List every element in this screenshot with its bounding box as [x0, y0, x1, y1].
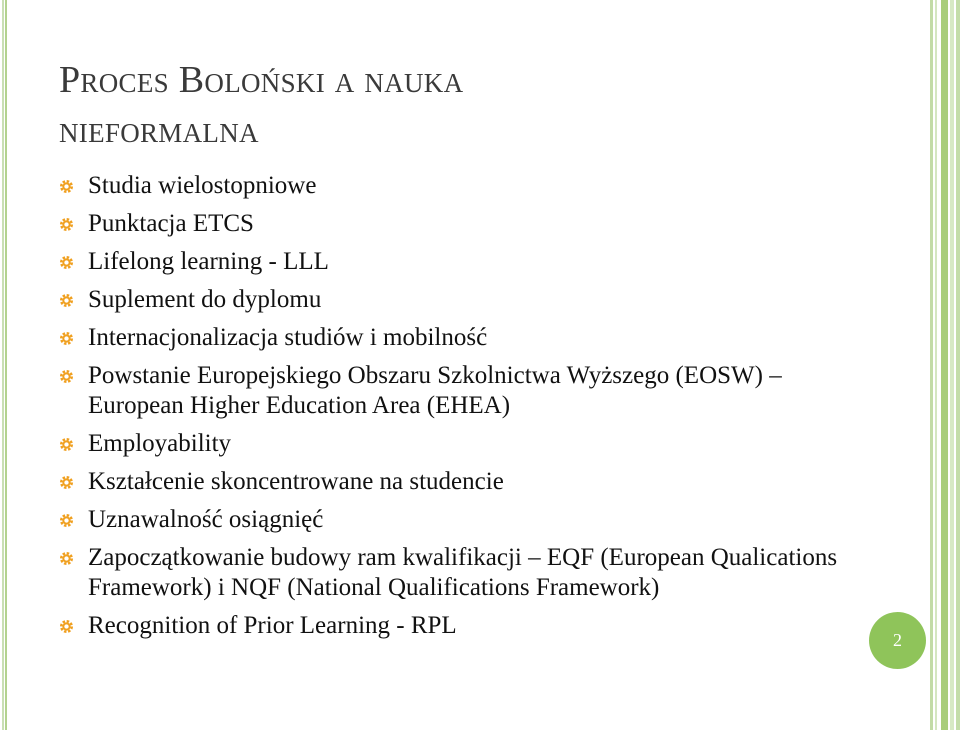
- slide-title-line-2: nieformalna: [59, 109, 259, 151]
- bullet-item: [59, 171, 859, 201]
- right-decorative-stripes: [928, 0, 960, 730]
- gear-bullet-icon: [59, 475, 74, 490]
- gear-bullet-icon: [59, 217, 74, 232]
- gear-bullet-icon: [59, 619, 74, 634]
- bullet-item: [59, 429, 859, 459]
- page-number-badge: [869, 612, 926, 669]
- gear-bullet-icon: [59, 293, 74, 308]
- bullet-text: Uznawalność osiągnięć: [88, 506, 324, 533]
- bullet-text: Punktacja ETCS: [88, 210, 254, 237]
- bullet-item: [59, 247, 859, 277]
- bullet-item: [59, 285, 859, 315]
- bullet-text: Employability: [88, 430, 232, 457]
- bullet-item: [59, 543, 859, 603]
- bullet-text: Powstanie Europejskiego Obszaru Szkolnictwa Wyższego (EOSW) – European Higher Education Area (EHEA): [88, 362, 782, 419]
- slide-title: [59, 55, 879, 155]
- bullet-text: Kształcenie skoncentrowane na studencie: [88, 468, 504, 495]
- bullet-item: [59, 467, 859, 497]
- bullet-text: Lifelong learning - LLL: [88, 248, 329, 275]
- gear-bullet-icon: [59, 513, 74, 528]
- bullet-item: [59, 323, 859, 353]
- bullet-text: Suplement do dyplomu: [88, 286, 322, 313]
- page-number: 2: [893, 630, 902, 650]
- slide-title-line-1: Proces Boloński a nauka: [59, 59, 464, 101]
- bullet-text: Zapoczątkowanie budowy ram kwalifikacji – EQF (European Qualications Framework) i NQF (National Qualifications Framework): [88, 544, 838, 601]
- gear-bullet-icon: [59, 255, 74, 270]
- bullet-list: [59, 171, 859, 649]
- bullet-item: [59, 611, 859, 641]
- bullet-text: Recognition of Prior Learning - RPL: [88, 612, 457, 639]
- bullet-item: [59, 209, 859, 239]
- bullet-text: Studia wielostopniowe: [88, 172, 317, 199]
- gear-bullet-icon: [59, 179, 74, 194]
- bullet-item: [59, 505, 859, 535]
- bullet-item: [59, 361, 859, 421]
- left-decorative-stripe: [0, 0, 9, 730]
- gear-bullet-icon: [59, 437, 74, 452]
- gear-bullet-icon: [59, 551, 74, 566]
- gear-bullet-icon: [59, 369, 74, 384]
- bullet-text: Internacjonalizacja studiów i mobilność: [88, 324, 488, 351]
- gear-bullet-icon: [59, 331, 74, 346]
